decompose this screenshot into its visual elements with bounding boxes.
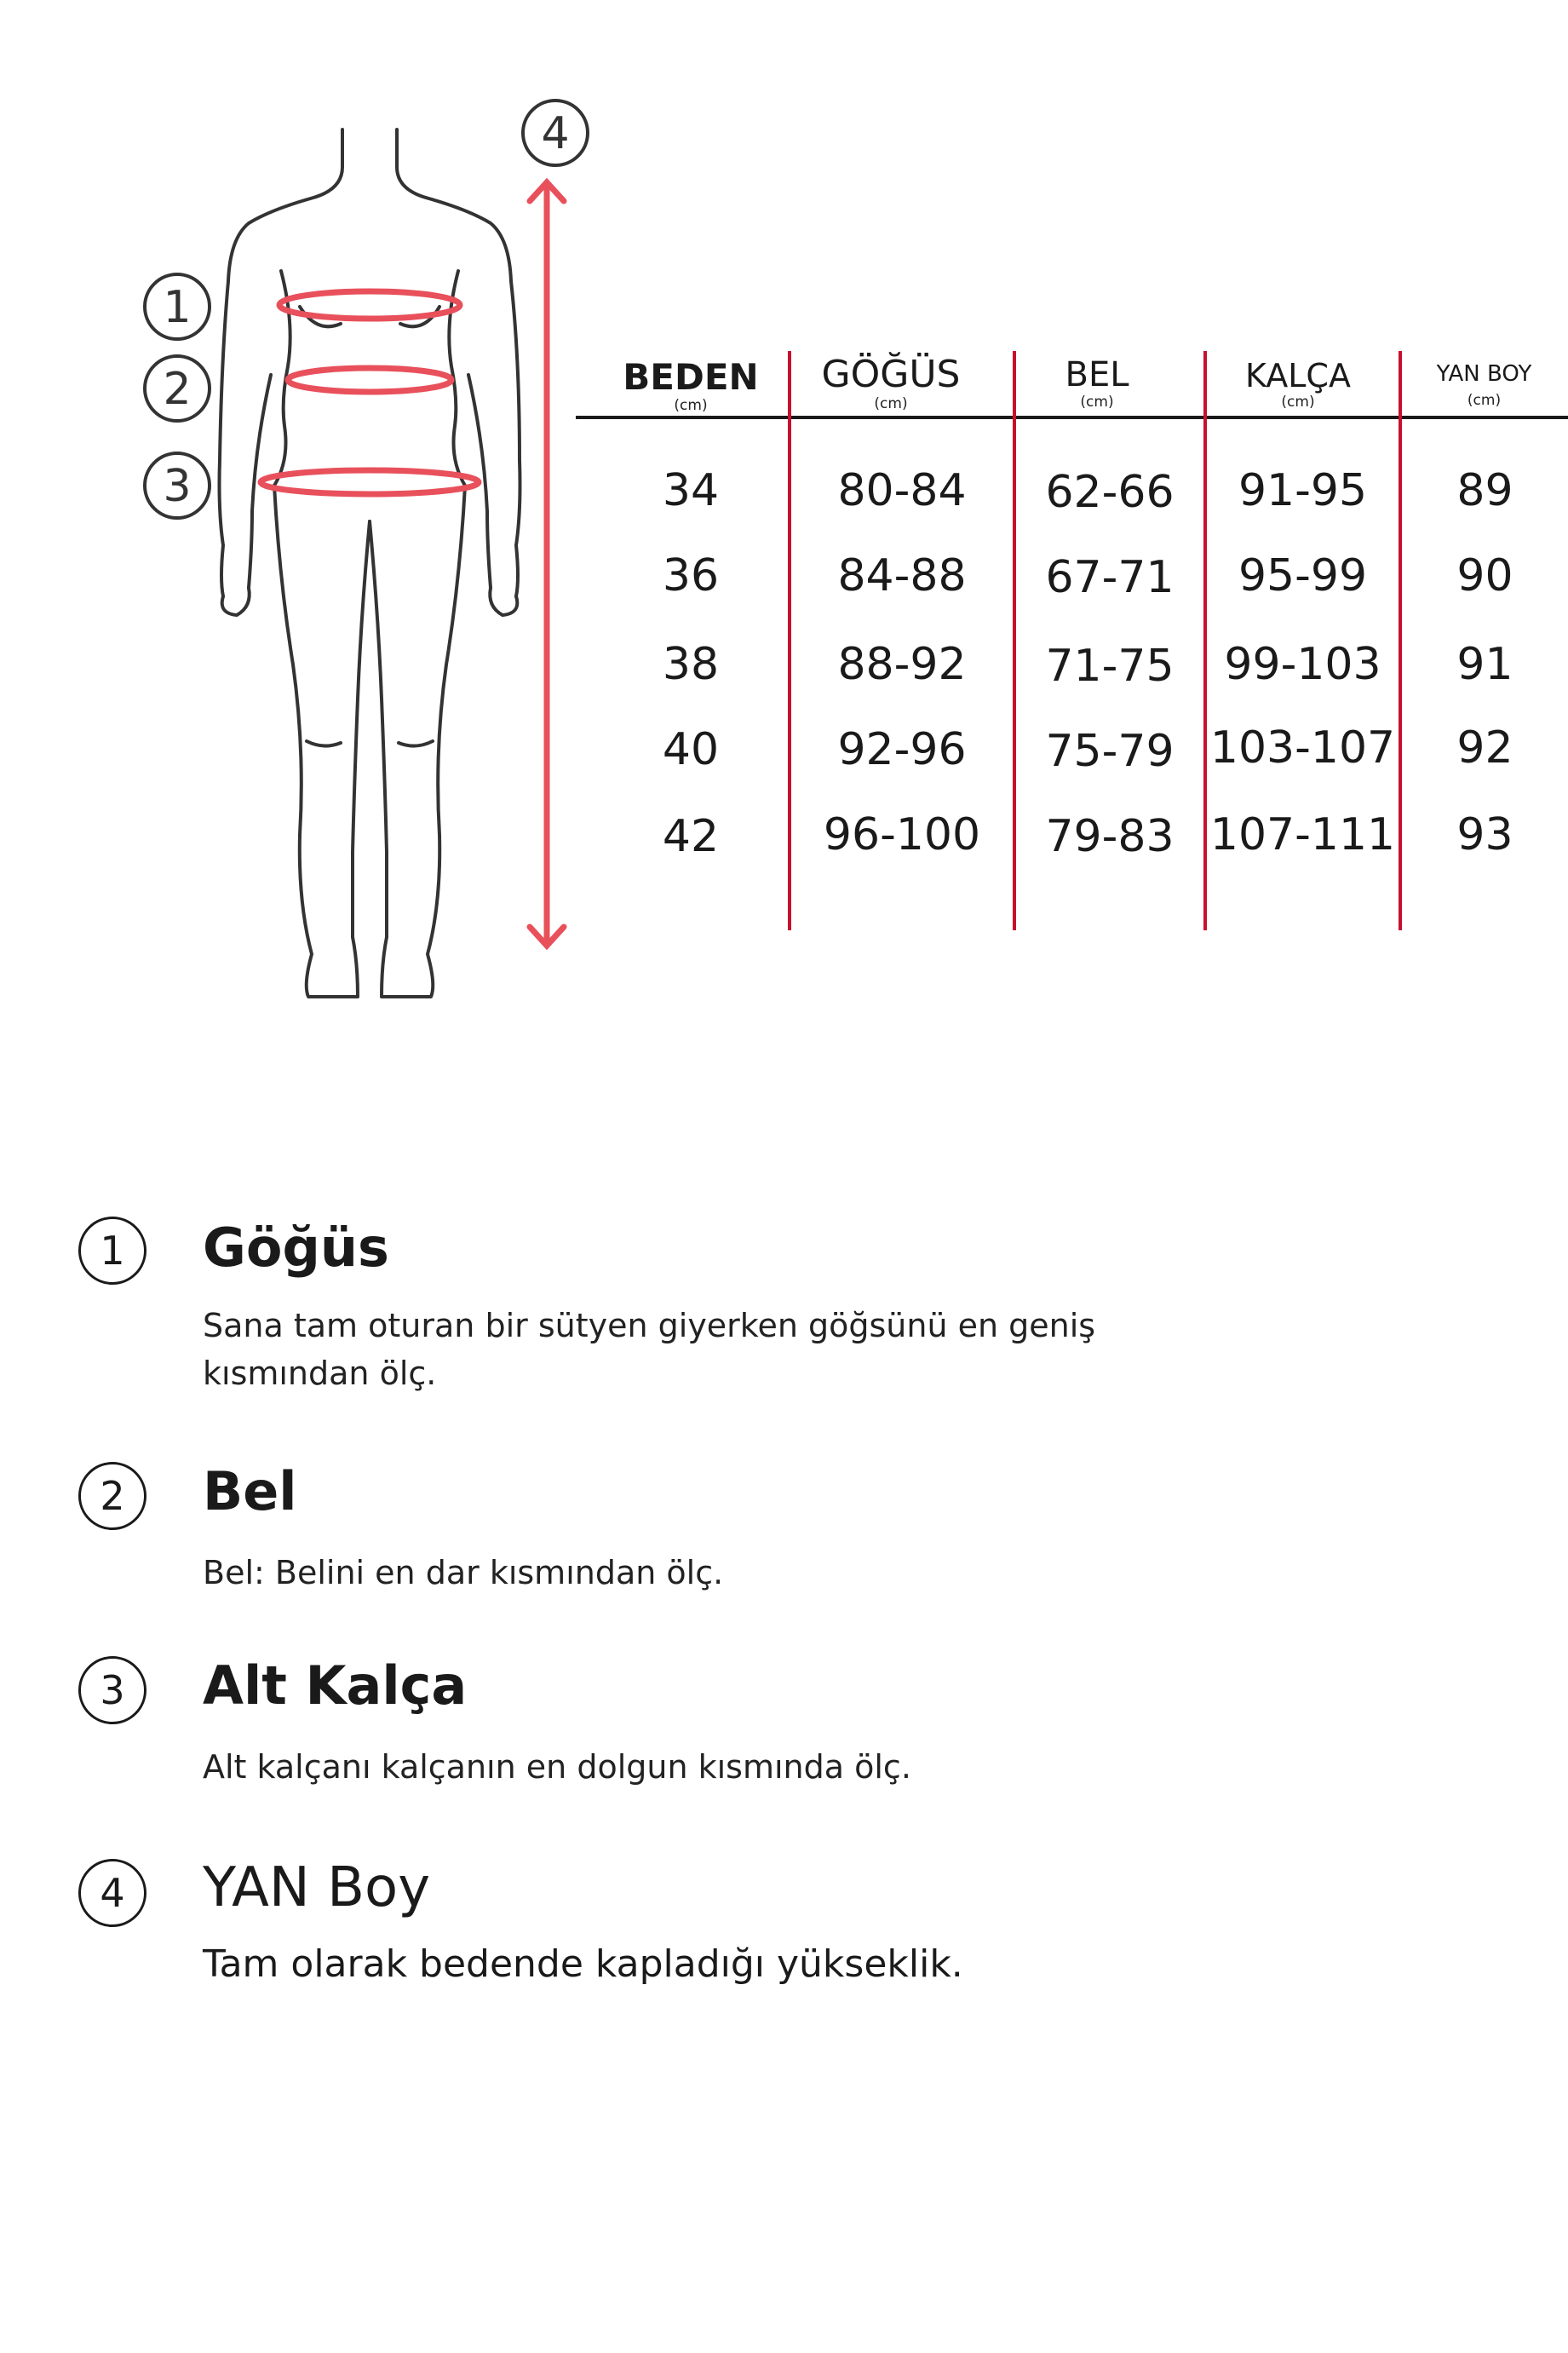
header-bel-unit: (cm) [1080,394,1114,411]
cell-beden-34: 34 [662,465,720,516]
marker-2 [145,356,210,421]
cell-gogus-38: 88-92 [837,639,967,690]
cell-yanboy-42: 93 [1456,809,1513,860]
legend-number-badge: 2 [78,1462,146,1530]
header-yan-boy-label: YAN BOY [1436,361,1532,387]
header-yan-boy-unit: (cm) [1467,392,1502,409]
header-gogus-label: GÖĞÜS [821,353,961,396]
legend-number-badge: 1 [78,1217,146,1285]
legend-description: Sana tam oturan bir sütyen giyerken göğsünü en geniş kısmından ölç. [203,1307,1096,1392]
legend-description: Bel: Belini en dar kısmından ölç. [203,1554,724,1591]
hip-band [261,470,479,494]
cell-kalca-34: 91-95 [1238,465,1368,516]
header-gogus [789,341,993,411]
marker-3 [145,453,210,518]
cell-gogus-42: 96-100 [823,809,981,860]
legend-description: Tam olarak bedende kapladığı yükseklik. [203,1942,963,1986]
legend-number-badge: 4 [78,1859,146,1927]
header-kalca [1204,341,1392,410]
legend-title: Bel [203,1460,297,1522]
cell-gogus-40: 92-96 [837,724,967,775]
legend-number-badge: 3 [78,1656,146,1724]
chest-band [279,291,460,319]
cell-yanboy-36: 90 [1456,550,1513,601]
cell-beden-36: 36 [662,550,720,601]
header-yan-boy [1400,341,1568,408]
marker-2-label: 2 [163,364,192,415]
header-beden-unit: (cm) [674,397,708,414]
cell-bel-34: 62-66 [1045,467,1175,518]
header-beden [593,341,789,413]
header-gogus-unit: (cm) [874,395,908,412]
cell-kalca-40: 103-107 [1209,722,1396,774]
cell-kalca-42: 107-111 [1209,809,1396,860]
cell-yanboy-40: 92 [1456,722,1513,774]
header-bel [1012,341,1182,410]
waist-band [288,368,451,392]
header-kalca-label: KALÇA [1245,357,1351,394]
cell-bel-42: 79-83 [1045,811,1175,862]
cell-gogus-34: 80-84 [837,465,967,516]
cell-bel-40: 75-79 [1045,726,1175,777]
legend-description: Alt kalçanı kalçanın en dolgun kısmında ölç. [203,1748,911,1786]
marker-1 [145,274,210,339]
marker-1-label: 1 [163,282,192,333]
legend-title: YAN Boy [203,1856,431,1919]
cell-beden-40: 40 [662,724,720,775]
cell-gogus-36: 84-88 [837,550,967,601]
legend-title: Göğüs [203,1217,389,1279]
cell-kalca-36: 95-99 [1238,550,1368,601]
marker-4 [523,101,588,165]
cell-bel-36: 67-71 [1045,552,1175,603]
body-silhouette-illustration [0,0,613,1022]
header-kalca-unit: (cm) [1281,394,1315,411]
cell-yanboy-34: 89 [1456,465,1513,516]
marker-3-label: 3 [163,461,192,512]
legend-title: Alt Kalça [203,1654,468,1717]
marker-4-label: 4 [541,108,570,159]
cell-kalca-38: 99-103 [1224,639,1381,690]
body-measurement-figure [0,0,613,1022]
header-bel-label: BEL [1065,355,1129,394]
cell-beden-38: 38 [662,639,720,690]
cell-beden-42: 42 [662,811,720,862]
size-table [576,341,1568,937]
header-divider [576,416,1568,419]
cell-bel-38: 71-75 [1045,641,1175,692]
cell-yanboy-38: 91 [1456,639,1513,690]
header-beden-label: BEDEN [623,356,759,398]
